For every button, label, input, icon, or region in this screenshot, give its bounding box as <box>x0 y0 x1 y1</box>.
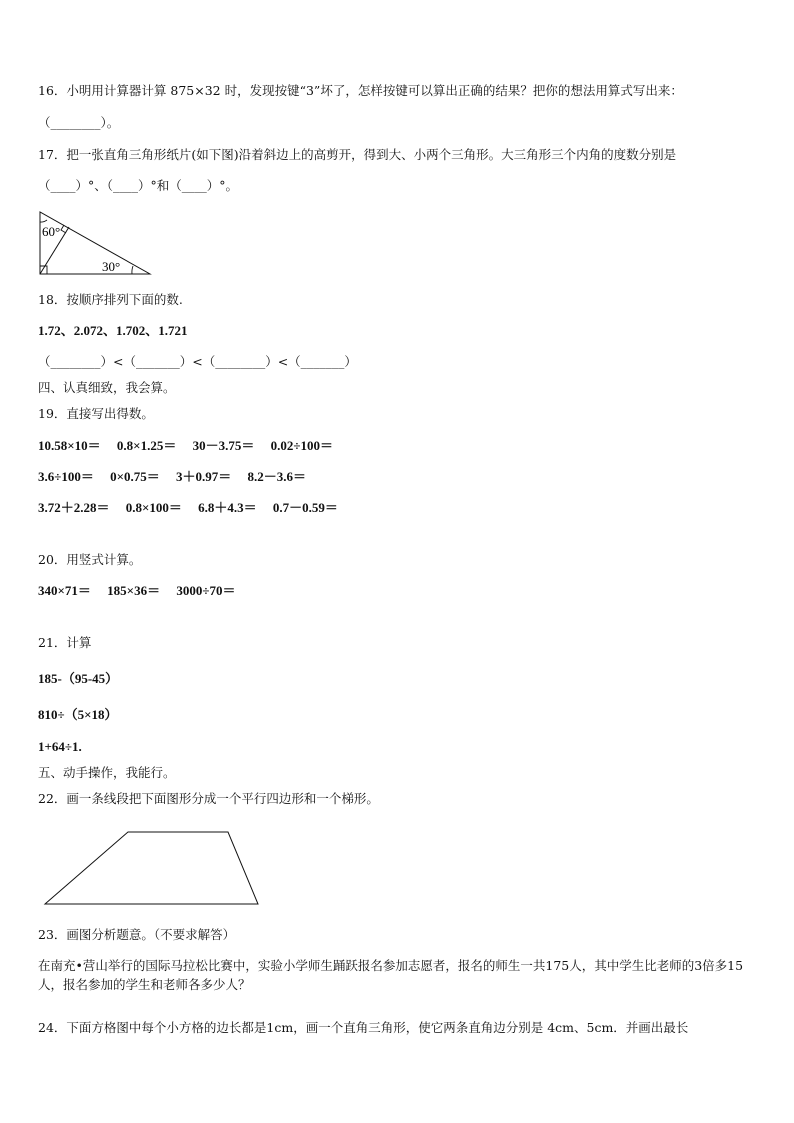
section-4-heading: 四、认真细致，我会算。 <box>38 380 176 395</box>
q21-text: 21．计算 <box>38 635 92 650</box>
q21-line-1: 185-（95-45） <box>38 671 119 686</box>
right-triangle-figure <box>36 208 156 278</box>
q17-text: 17．把一张直角三角形纸片(如下图)沿着斜边上的高剪开，得到大、小两个三角形。大三角形三个内角的度数分别是 <box>38 147 677 162</box>
q18-text: 18．按顺序排列下面的数. <box>38 292 183 307</box>
angle-label-60: 60° <box>42 224 61 239</box>
q20-row: 340×71＝ 185×36＝ 3000÷70＝ <box>38 583 236 598</box>
q16-answer-blank[interactable]: （________）。 <box>38 115 120 130</box>
q19-row-1: 10.58×10＝ 0.8×1.25＝ 30－3.75＝ 0.02÷100＝ <box>38 438 333 453</box>
q16-text: 16．小明用计算器计算 875×32 时，发现按键“3”坏了，怎样按键可以算出正确的结果？把你的想法用算式写出来： <box>38 83 683 98</box>
q20-text: 20．用竖式计算。 <box>38 552 142 567</box>
q21-line-3: 1+64÷1. <box>38 739 82 754</box>
q19-row-3: 3.72＋2.28＝ 0.8×100＝ 6.8＋4.3＝ 0.7－0.59＝ <box>38 500 338 515</box>
q24-text: 24．下面方格图中每个小方格的边长都是1cm，画一个直角三角形，使它两条直角边分别是 4cm、5cm．并画出最长 <box>38 1020 689 1035</box>
q19-row-2: 3.6÷100＝ 0×0.75＝ 3＋0.97＝ 8.2－3.6＝ <box>38 469 307 484</box>
q19-text: 19．直接写出得数。 <box>38 406 154 421</box>
q23-text: 23．画图分析题意。（不要求解答） <box>38 927 236 942</box>
q22-text: 22．画一条线段把下面图形分成一个平行四边形和一个梯形。 <box>38 791 379 806</box>
q21-line-2: 810÷（5×18） <box>38 707 118 722</box>
trapezoid-figure <box>42 828 262 908</box>
q23-body: 在南充•营山举行的国际马拉松比赛中，实验小学师生踊跃报名参加志愿者，报名的师生一共175人，其中学生比老师的3倍多15人，报名参加的学生和老师各多少人？ <box>38 958 744 992</box>
section-5-heading: 五、动手操作，我能行。 <box>38 765 176 780</box>
q17-answer-blanks[interactable]: （____）°、（____）°和（____）°。 <box>38 178 239 193</box>
q18-answer-blanks[interactable]: （________）<（_______）<（________）<（_______） <box>38 354 357 369</box>
q18-numbers: 1.72、2.072、1.702、1.721 <box>38 323 188 338</box>
angle-label-30: 30° <box>102 259 121 274</box>
